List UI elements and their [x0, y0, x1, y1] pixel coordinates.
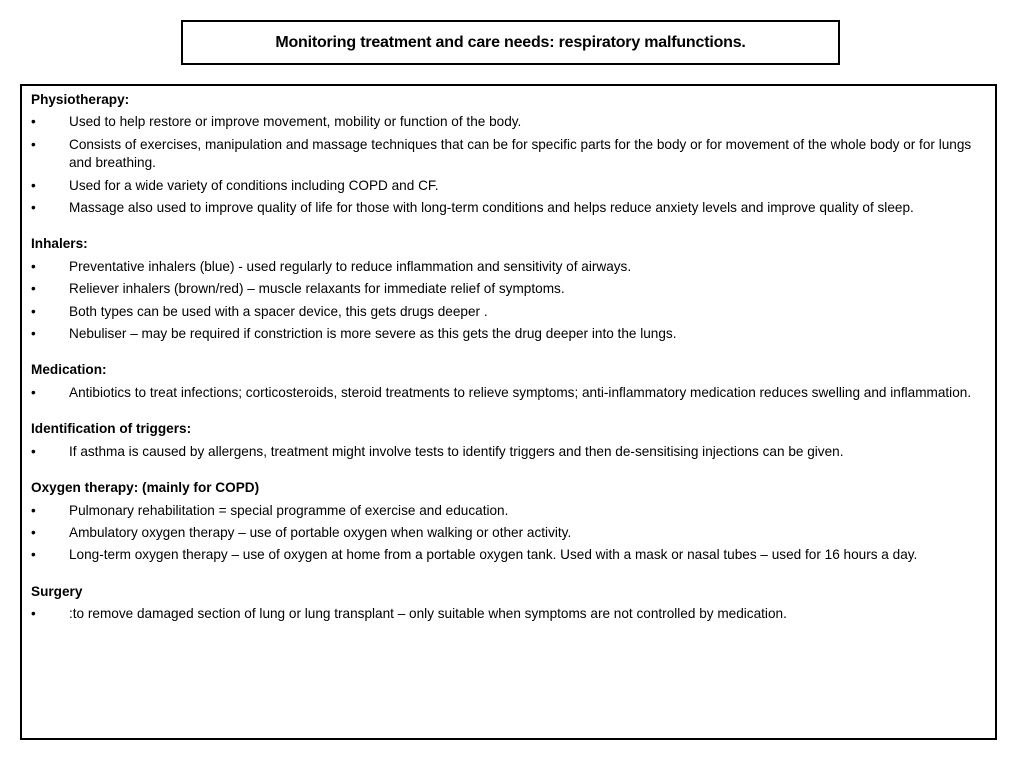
bullet-icon: • [31, 177, 36, 193]
list-item-text: Preventative inhalers (blue) - used regularly to reduce inflammation and sensitivity of airways. [69, 258, 632, 274]
list-item [31, 443, 986, 461]
section-heading: Identification of triggers: [31, 421, 192, 437]
list-item [31, 199, 986, 217]
content-box [20, 84, 997, 740]
bullet-icon: • [31, 443, 36, 459]
bullet-icon: • [31, 547, 36, 563]
section-heading: Surgery [31, 583, 83, 599]
section-heading: Physiotherapy: [31, 92, 130, 107]
list-item [31, 177, 986, 195]
section-triggers [31, 420, 986, 461]
list-item-text: Consists of exercises, manipulation and massage techniques that can be for specific parts for the body or for movement of the whole body or for lungs and breathing. [69, 136, 972, 171]
bullet-icon: • [31, 303, 36, 319]
list-item [31, 605, 986, 623]
list-item [31, 280, 986, 298]
bullet-icon: • [31, 502, 36, 518]
list-item-text: Long-term oxygen therapy – use of oxygen at home from a portable oxygen tank. Used with a mask or nasal tubes – used for 16 hours a day. [69, 547, 918, 563]
list-item [31, 113, 986, 131]
list-item-text: Ambulatory oxygen therapy – use of portable oxygen when walking or other activity. [69, 524, 572, 540]
bullet-icon: • [31, 606, 36, 622]
list-item [31, 502, 986, 520]
list-item [31, 136, 986, 173]
bullet-list [31, 384, 986, 402]
list-item [31, 258, 986, 276]
page-title: Monitoring treatment and care needs: respiratory malfunctions. [275, 33, 746, 51]
section-inhalers [31, 235, 986, 343]
list-item [31, 524, 986, 542]
list-item [31, 303, 986, 321]
section-surgery [31, 583, 986, 624]
list-item-text: :to remove damaged section of lung or lung transplant – only suitable when symptoms are not controlled by medication. [69, 606, 787, 622]
list-item-text: Reliever inhalers (brown/red) – muscle relaxants for immediate relief of symptoms. [69, 281, 565, 297]
section-heading: Oxygen therapy: (mainly for COPD) [31, 480, 260, 496]
list-item-text: Nebuliser – may be required if constriction is more severe as this gets the drug deeper into the lungs. [69, 326, 677, 342]
bullet-list [31, 605, 986, 623]
bullet-icon: • [31, 114, 36, 130]
list-item [31, 384, 986, 402]
list-item-text: Used for a wide variety of conditions including COPD and CF. [69, 177, 439, 193]
bullet-icon: • [31, 200, 36, 216]
bullet-icon: • [31, 281, 36, 297]
list-item-text: Used to help restore or improve movement, mobility or function of the body. [69, 114, 522, 130]
title-box [181, 20, 840, 65]
bullet-list [31, 258, 986, 344]
bullet-icon: • [31, 524, 36, 540]
bullet-icon: • [31, 384, 36, 400]
bullet-icon: • [31, 326, 36, 342]
section-heading: Medication: [31, 362, 107, 378]
bullet-icon: • [31, 136, 36, 152]
list-item [31, 546, 986, 564]
section-oxygen-therapy [31, 479, 986, 565]
list-item-text: Both types can be used with a spacer device, this gets drugs deeper . [69, 303, 488, 319]
list-item-text: Massage also used to improve quality of life for those with long-term conditions and helps reduce anxiety levels and improve quality of sleep. [69, 200, 914, 216]
list-item-text: Pulmonary rehabilitation = special programme of exercise and education. [69, 502, 509, 518]
bullet-list [31, 443, 986, 461]
list-item [31, 325, 986, 343]
section-medication [31, 361, 986, 402]
section-physiotherapy [31, 91, 986, 217]
bullet-list [31, 502, 986, 565]
bullet-list [31, 113, 986, 217]
list-item-text: Antibiotics to treat infections; corticosteroids, steroid treatments to relieve symptoms; anti-inflammatory medication reduces swelling and inflammation. [69, 384, 972, 400]
bullet-icon: • [31, 258, 36, 274]
section-heading: Inhalers: [31, 236, 88, 252]
list-item-text: If asthma is caused by allergens, treatment might involve tests to identify triggers and then de-sensitising injections can be given. [69, 443, 844, 459]
